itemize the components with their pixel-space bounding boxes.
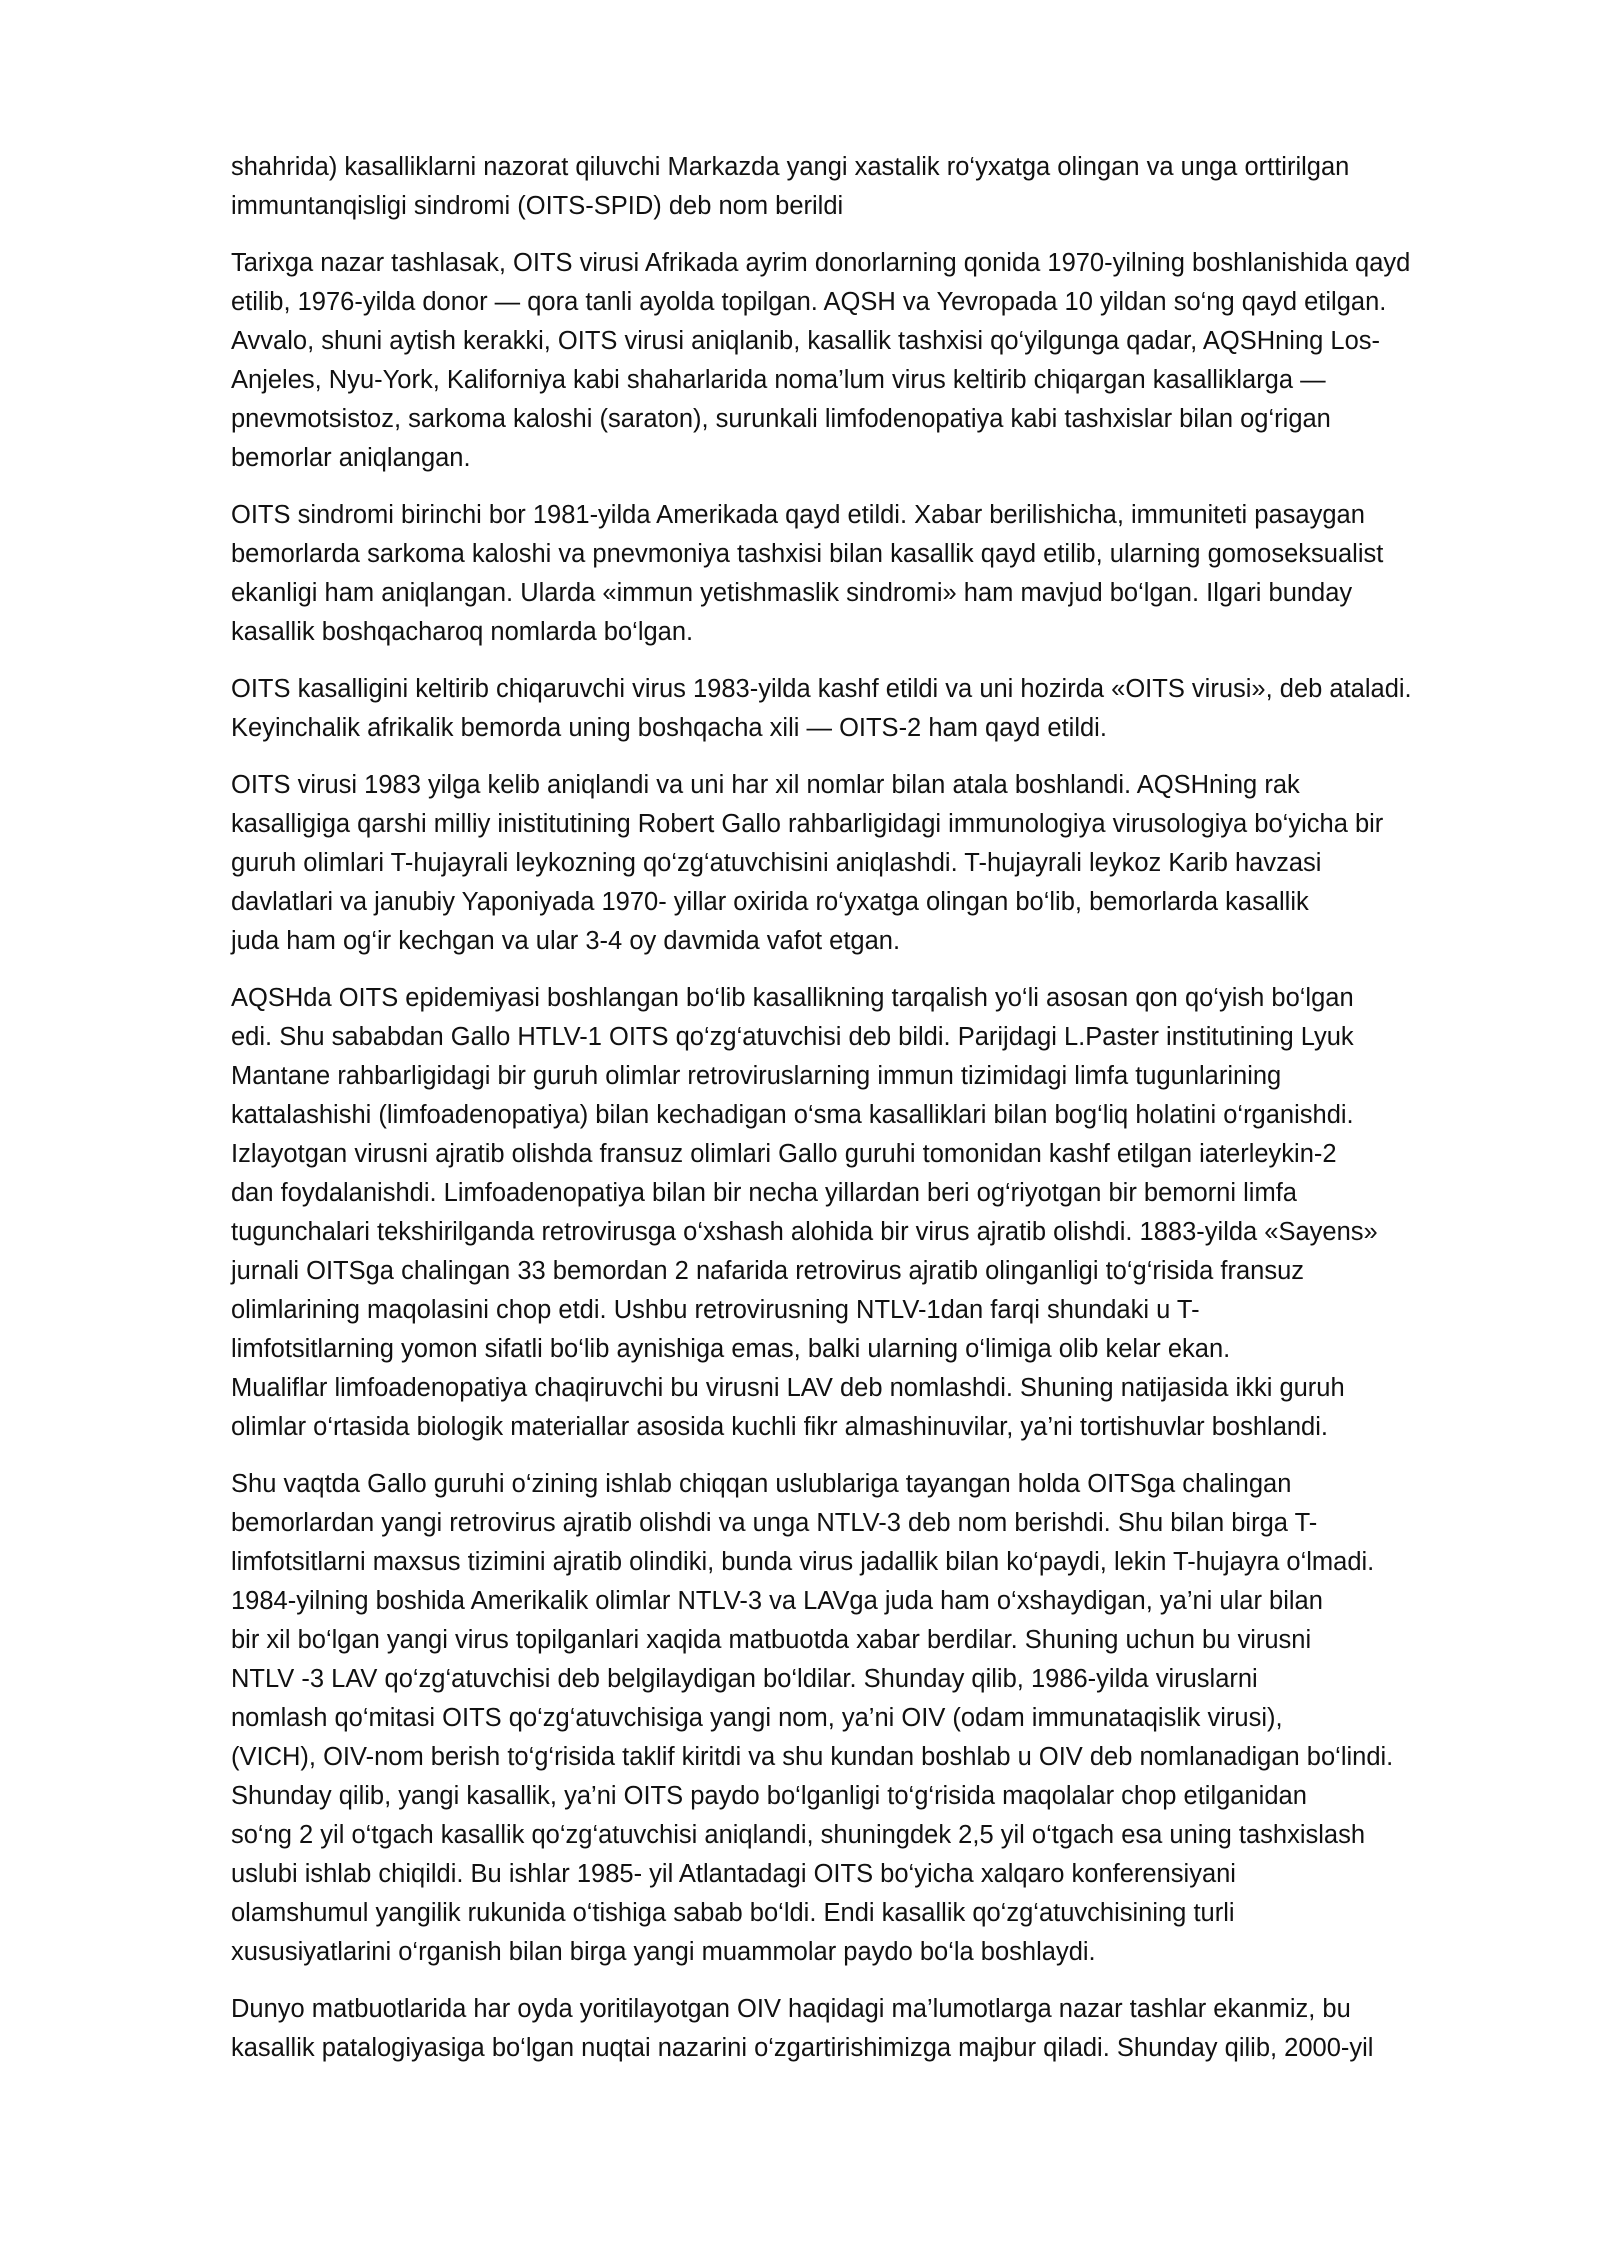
text-line: Shunday qilib, yangi kasallik, ya’ni OITS paydo bo‘lganligi to‘g‘risida maqolalar chop etilganidan [231,1782,1307,1810]
text-line: kasalligiga qarshi milliy inistitutining Robert Gallo rahbarligidagi immunologiya virusologiya bo‘yicha bir [231,810,1384,838]
text-line: Mualiflar limfoadenopatiya chaqiruvchi bu virusni LAV deb nomlashdi. Shuning natijasida ikki guruh [231,1374,1345,1402]
text-line: nomlash qo‘mitasi OITS qo‘zg‘atuvchisiga yangi nom, ya’ni OIV (odam immunataqislik virusi), [231,1704,1283,1732]
paragraph [231,766,1493,961]
paragraph [231,1990,1493,2068]
text-line: xususiyatlarini o‘rganish bilan birga yangi muammolar paydo bo‘la boshlaydi. [231,1938,1096,1966]
text-line: guruh olimlari T-hujayrali leykozning qo‘zg‘atuvchisini aniqlashdi. T-hujayrali leykoz Karib havzasi [231,849,1322,877]
text-line: Anjeles, Nyu-York, Kaliforniya kabi shaharlarida noma’lum virus keltirib chiqargan kasalliklarga — [231,366,1326,394]
text-line: uslubi ishlab chiqildi. Bu ishlar 1985- yil Atlantadagi OITS bo‘yicha xalqaro konferensiyani [231,1860,1236,1888]
text-line: 1984-yilning boshida Amerikalik olimlar NTLV-3 va LAVga juda ham o‘xshaydigan, ya’ni ular bilan [231,1587,1323,1615]
text-line: limfotsitlarni maxsus tizimini ajratib olindiki, bunda virus jadallik bilan ko‘paydi, lekin T-hujayra o‘lmadi. [231,1548,1375,1576]
paragraph [231,244,1493,478]
text-line: shahrida) kasalliklarni nazorat qiluvchi Markazda yangi xastalik ro‘yxatga olingan va unga orttirilgan [231,153,1350,181]
paragraph [231,670,1493,748]
text-line: so‘ng 2 yil o‘tgach kasallik qo‘zg‘atuvchisi aniqlandi, shuningdek 2,5 yil o‘tgach esa uning tashxislash [231,1821,1366,1849]
paragraph [231,1465,1493,1972]
text-line: Avvalo, shuni aytish kerakki, OITS virusi aniqlanib, kasallik tashxisi qo‘yilgunga qadar, AQSHning Los- [231,327,1381,355]
text-line: limfotsitlarning yomon sifatli bo‘lib aynishiga emas, balki ularning o‘limiga olib kelar ekan. [231,1335,1231,1363]
text-line: etilib, 1976-yilda donor — qora tanli ayolda topilgan. AQSH va Yevropada 10 yildan so‘ng qayd etilgan. [231,288,1387,316]
text-line: jurnali OITSga chalingan 33 bemordan 2 nafarida retrovirus ajratib olinganligi to‘g‘risida fransuz [231,1257,1305,1285]
text-line: tugunchalari tekshirilganda retrovirusga o‘xshash alohida bir virus ajratib olishdi. 1883-yilda «Sayens» [231,1218,1378,1246]
text-line: OITS virusi 1983 yilga kelib aniqlandi va uni har xil nomlar bilan atala boshlandi. AQSHning rak [231,771,1300,799]
text-line: olimlar o‘rtasida biologik materiallar asosida kuchli fikr almashinuvilar, ya’ni tortishuvlar boshlandi. [231,1413,1328,1441]
text-line: edi. Shu sababdan Gallo HTLV-1 OITS qo‘zg‘atuvchisi deb bildi. Parijdagi L.Paster institutining Lyuk [231,1023,1354,1051]
text-line: olamshumul yangilik rukunida o‘tishiga sabab bo‘ldi. Endi kasallik qo‘zg‘atuvchisining turli [231,1899,1235,1927]
text-line: bir xil bo‘lgan yangi virus topilganlari xaqida matbuotda xabar berdilar. Shuning uchun bu virusni [231,1626,1312,1654]
text-line: kasallik patalogiyasiga bo‘lgan nuqtai nazarini o‘zgartirishimizga majbur qiladi. Shunday qilib, 2000-yil [231,2034,1374,2062]
text-line: (VICH), OIV-nom berish to‘g‘risida taklif kiritdi va shu kundan boshlab u OIV deb nomlanadigan bo‘lindi. [231,1743,1394,1771]
text-line: bemorlardan yangi retrovirus ajratib olishdi va unga NTLV-3 deb nom berishdi. Shu bilan birga T- [231,1509,1318,1537]
text-line: dan foydalanishdi. Limfoadenopatiya bilan bir necha yillardan beri og‘riyotgan bir bemorni limfa [231,1179,1297,1207]
document-page [231,148,1493,2086]
text-line: OITS sindromi birinchi bor 1981-yilda Amerikada qayd etildi. Xabar berilishicha, immuniteti pasaygan [231,501,1365,529]
text-line: olimlarining maqolasini chop etdi. Ushbu retrovirusning NTLV-1dan farqi shundaki u T- [231,1296,1200,1324]
text-line: pnevmotsistoz, sarkoma kaloshi (saraton), surunkali limfodenopatiya kabi tashxislar bilan og‘rigan [231,405,1331,433]
text-line: Tarixga nazar tashlasak, OITS virusi Afrikada ayrim donorlarning qonida 1970-yilning boshlanishida qayd [231,249,1411,277]
text-line: Shu vaqtda Gallo guruhi o‘zining ishlab chiqqan uslublariga tayangan holda OITSga chalingan [231,1470,1292,1498]
text-line: bemorlar aniqlangan. [231,444,471,472]
paragraph [231,496,1493,652]
text-line: Mantane rahbarligidagi bir guruh olimlar retroviruslarning immun tizimidagi limfa tugunlarining [231,1062,1282,1090]
text-line: AQSHda OITS epidemiyasi boshlangan bo‘lib kasallikning tarqalish yo‘li asosan qon qo‘yish bo‘lgan [231,984,1354,1012]
text-line: kattalashishi (limfoadenopatiya) bilan kechadigan o‘sma kasalliklari bilan bog‘liq holatini o‘rganishdi. [231,1101,1354,1129]
paragraph [231,979,1493,1447]
text-line: juda ham og‘ir kechgan va ular 3-4 oy davmida vafot etgan. [231,927,901,955]
text-line: Keyinchalik afrikalik bemorda uning boshqacha xili — OITS-2 ham qayd etildi. [231,714,1107,742]
text-line: Dunyo matbuotlarida har oyda yoritilayotgan OIV haqidagi ma’lumotlarga nazar tashlar ekanmiz, bu [231,1995,1351,2023]
text-line: OITS kasalligini keltirib chiqaruvchi virus 1983-yilda kashf etildi va uni hozirda «OITS virusi», deb ataladi. [231,675,1412,703]
text-line: davlatlari va janubiy Yaponiyada 1970- yillar oxirida ro‘yxatga olingan bo‘lib, bemorlarda kasallik [231,888,1309,916]
text-line: Izlayotgan virusni ajratib olishda fransuz olimlari Gallo guruhi tomonidan kashf etilgan iaterleykin-2 [231,1140,1337,1168]
text-line: kasallik boshqacharoq nomlarda bo‘lgan. [231,618,694,646]
text-line: NTLV -3 LAV qo‘zg‘atuvchisi deb belgilaydigan bo‘ldilar. Shunday qilib, 1986-yilda viruslarni [231,1665,1258,1693]
text-line: bemorlarda sarkoma kaloshi va pnevmoniya tashxisi bilan kasallik qayd etilib, ularning gomoseksualist [231,540,1384,568]
text-line: ekanligi ham aniqlangan. Ularda «immun yetishmaslik sindromi» ham mavjud bo‘lgan. Ilgari bunday [231,579,1353,607]
paragraph [231,148,1493,226]
text-line: immuntanqisligi sindromi (OITS-SPID) deb nom berildi [231,192,844,220]
